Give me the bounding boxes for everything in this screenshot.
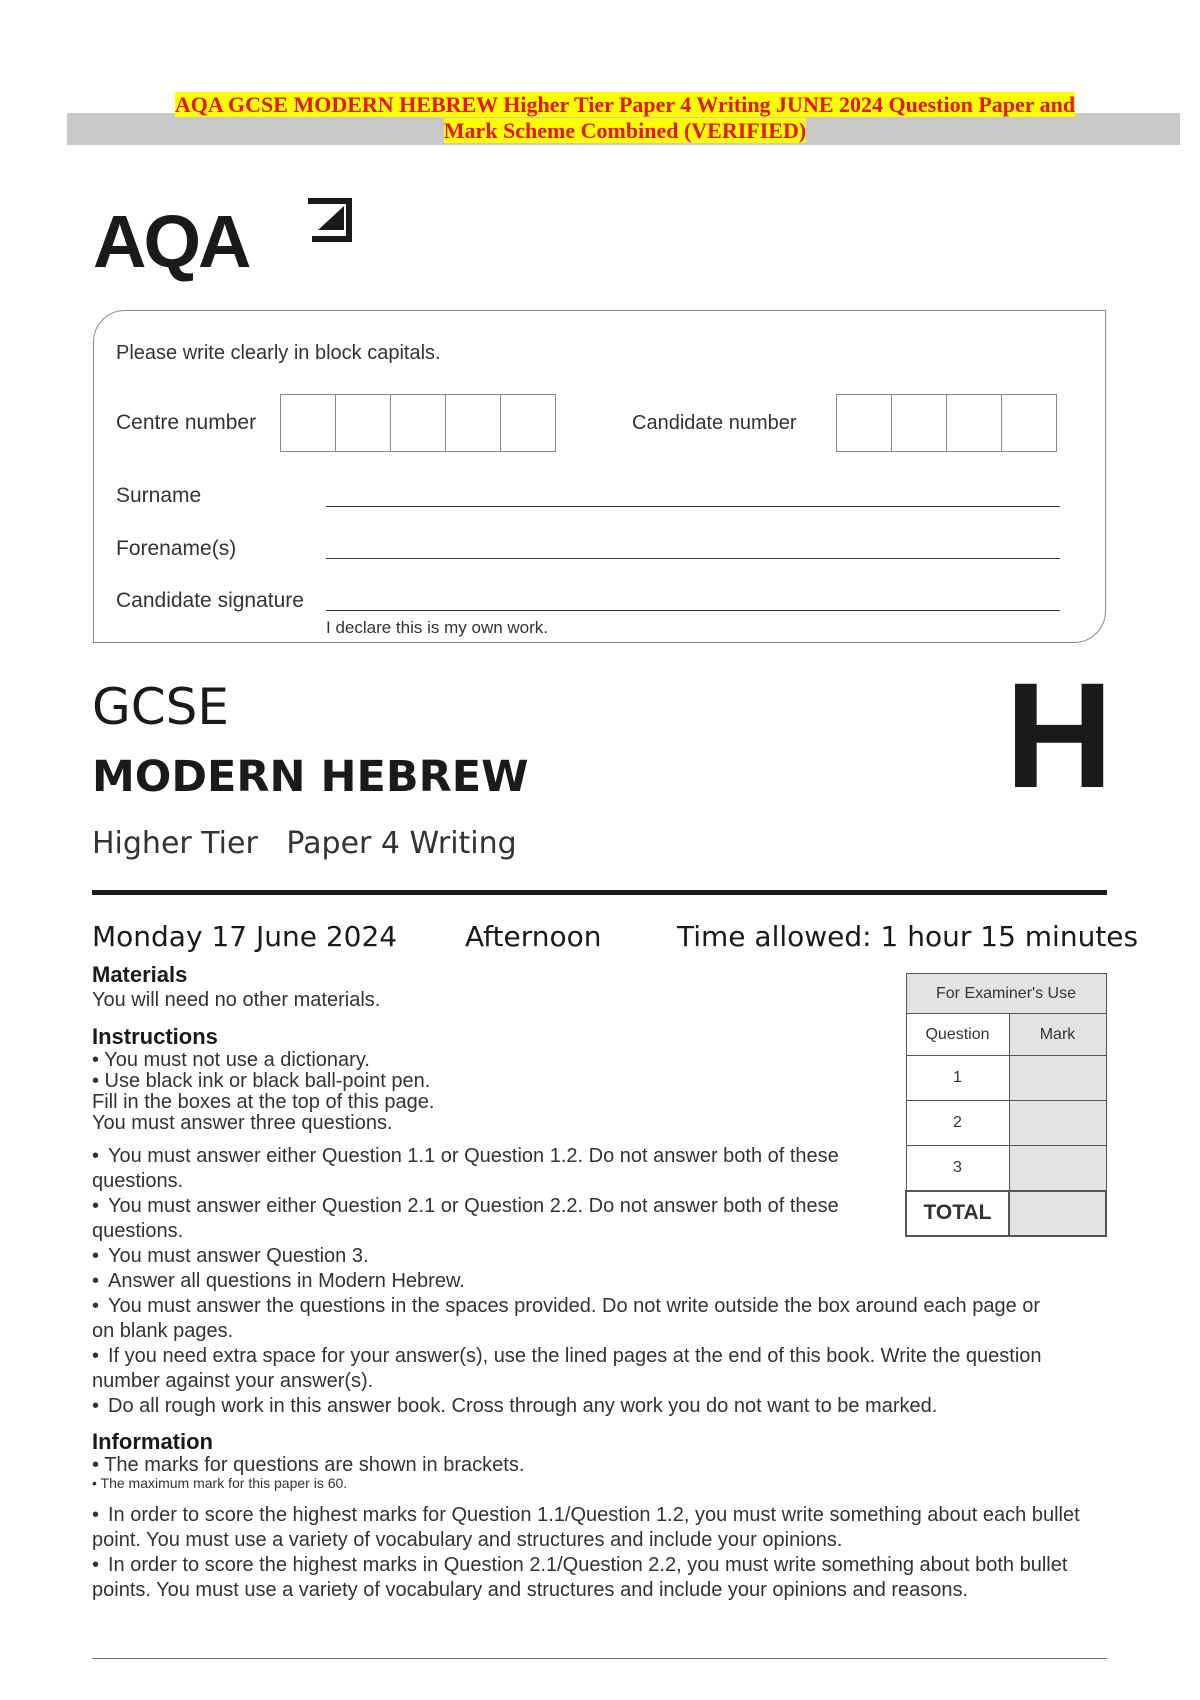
block-capitals-prompt: Please write clearly in block capitals. <box>116 342 441 364</box>
information-heading: Information <box>92 1429 213 1454</box>
instruction-bullet: • If you need extra space for your answer(s), use the lined pages at the end of this book. Write the question number against your answer(s). <box>92 1345 1042 1392</box>
information-bullet: • In order to score the highest marks for Question 1.1/Question 1.2, you must write something about each bullet point. You must use a variety of vocabulary and structures and include your opinions. <box>92 1504 1080 1551</box>
information-bullet: • In order to score the highest marks in Question 2.1/Question 2.2, you must write something about both bullet points. You must use a variety of vocabulary and structures and include your opinions and reasons. <box>92 1554 1068 1601</box>
aqa-logo-mark-icon <box>298 192 358 252</box>
candidate-digit-box[interactable] <box>891 394 947 452</box>
signature-label: Candidate signature <box>116 589 304 612</box>
candidate-number-label: Candidate number <box>632 412 797 434</box>
mark-column-header: Mark <box>1009 1014 1106 1056</box>
exam-session: Afternoon <box>465 920 602 953</box>
materials-heading: Materials <box>92 962 188 987</box>
instruction-bullet: • You must answer either Question 2.1 or Question 2.2. Do not answer both of these questions. <box>92 1195 839 1242</box>
examiner-use-table <box>905 973 1107 1237</box>
instructions-heading: Instructions <box>92 1024 218 1049</box>
instruction-bullet: • You must answer Question 3. <box>92 1245 369 1267</box>
exam-date: Monday 17 June 2024 <box>92 920 398 953</box>
centre-number-label: Centre number <box>116 411 257 434</box>
centre-digit-box[interactable] <box>280 394 336 452</box>
instruction-line: • You must not use a dictionary. <box>92 1049 370 1071</box>
question-column-header: Question <box>906 1014 1009 1056</box>
centre-digit-box[interactable] <box>335 394 391 452</box>
total-label: TOTAL <box>906 1191 1009 1236</box>
banner-line-1: AQA GCSE MODERN HEBREW Higher Tier Paper 4 Writing JUNE 2024 Question Paper and <box>174 92 1076 117</box>
total-mark-cell <box>1009 1191 1106 1236</box>
instruction-line: Fill in the boxes at the top of this page. <box>92 1091 435 1113</box>
aqa-logo <box>93 192 363 282</box>
candidate-digit-box[interactable] <box>946 394 1002 452</box>
instruction-bullet: • You must answer either Question 1.1 or Question 1.2. Do not answer both of these questions. <box>92 1145 839 1192</box>
title-divider <box>92 890 1107 895</box>
banner-line-2: Mark Scheme Combined (VERIFIED) <box>443 118 807 143</box>
mark-cell <box>1009 1056 1106 1101</box>
logo-text: AQA <box>93 200 249 283</box>
instruction-bullet: • Do all rough work in this answer book. Cross through any work you do not want to be marked. <box>92 1395 938 1417</box>
instruction-bullet: • Answer all questions in Modern Hebrew. <box>92 1270 465 1292</box>
bottom-divider <box>92 1658 1107 1659</box>
information-line: • The maximum mark for this paper is 60. <box>92 1475 348 1491</box>
mark-cell <box>1009 1146 1106 1191</box>
question-number-cell: 1 <box>906 1056 1009 1101</box>
centre-digit-box[interactable] <box>390 394 446 452</box>
tier-letter: H <box>1005 651 1114 819</box>
question-number-cell: 3 <box>906 1146 1009 1191</box>
instruction-line: • Use black ink or black ball-point pen. <box>92 1070 431 1092</box>
question-number-cell: 2 <box>906 1101 1009 1146</box>
time-allowed: Time allowed: 1 hour 15 minutes <box>677 920 1139 953</box>
signature-field[interactable] <box>326 610 1060 611</box>
instruction-line: You must answer three questions. <box>92 1112 393 1134</box>
forenames-field[interactable] <box>326 558 1060 559</box>
examiner-table-title: For Examiner's Use <box>906 974 1106 1014</box>
candidate-number-field[interactable] <box>837 394 1057 452</box>
centre-digit-box[interactable] <box>445 394 501 452</box>
materials-text: You will need no other materials. <box>92 989 381 1011</box>
centre-number-field[interactable] <box>281 394 556 452</box>
tier-paper-line <box>92 826 517 861</box>
candidate-digit-box[interactable] <box>1001 394 1057 452</box>
qualification-title: GCSE <box>92 678 229 736</box>
centre-digit-box[interactable] <box>500 394 556 452</box>
forenames-label: Forename(s) <box>116 537 237 560</box>
tier-label: Higher Tier <box>92 826 258 861</box>
mark-cell <box>1009 1101 1106 1146</box>
surname-field[interactable] <box>326 506 1060 507</box>
candidate-digit-box[interactable] <box>836 394 892 452</box>
information-line: • The marks for questions are shown in brackets. <box>92 1454 525 1476</box>
instruction-bullet: • You must answer the questions in the spaces provided. Do not write outside the box around each page or on blank pages. <box>92 1295 1041 1342</box>
surname-label: Surname <box>116 484 202 507</box>
declaration-text: I declare this is my own work. <box>326 618 549 637</box>
subject-title: MODERN HEBREW <box>92 752 529 802</box>
paper-label: Paper 4 Writing <box>286 826 517 861</box>
document-banner <box>120 92 1130 144</box>
